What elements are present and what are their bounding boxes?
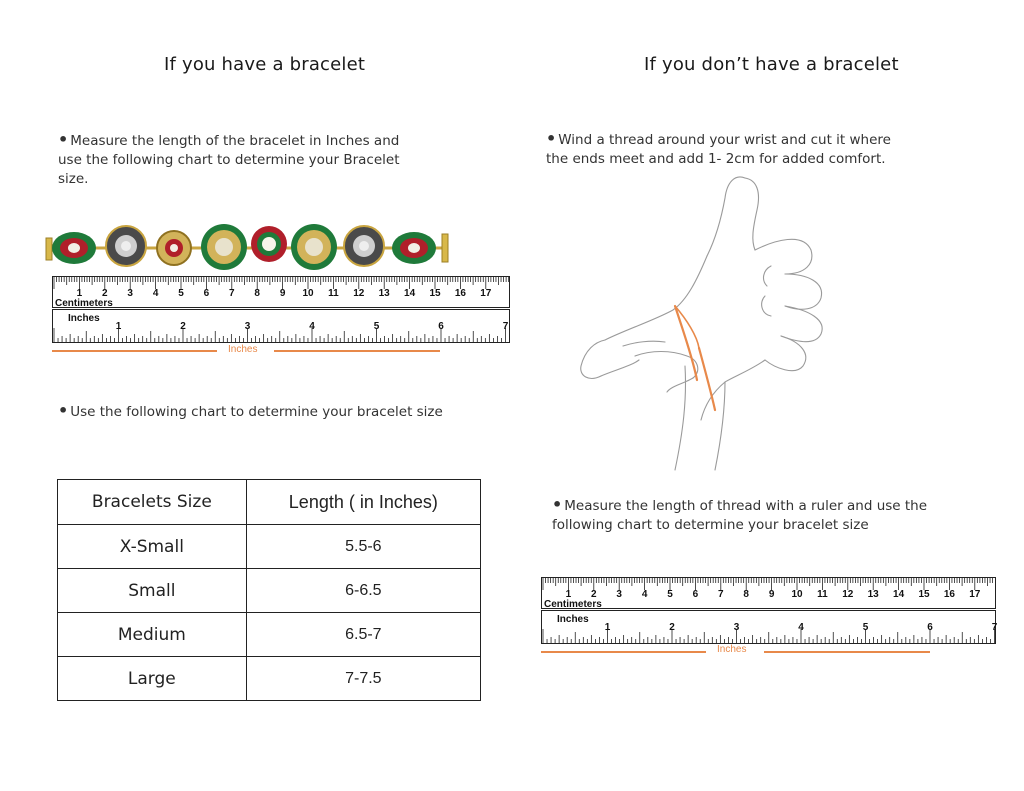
inch-number: 4 xyxy=(798,622,804,633)
cm-number: 13 xyxy=(378,288,390,299)
inch-number: 3 xyxy=(244,321,251,332)
cm-number: 17 xyxy=(969,589,981,600)
cm-number: 4 xyxy=(641,589,648,600)
cm-number: 2 xyxy=(591,589,597,600)
bullet-icon: • xyxy=(58,401,69,420)
left-caption-line-left xyxy=(52,350,217,352)
size-cell: X-Small xyxy=(58,525,247,569)
cm-number: 6 xyxy=(692,589,699,600)
cm-number: 5 xyxy=(667,589,673,600)
cm-label: Centimeters xyxy=(544,599,602,610)
right-ruler-svg xyxy=(541,577,996,645)
cm-number: 14 xyxy=(893,589,905,600)
cm-number: 9 xyxy=(279,288,286,299)
table-row xyxy=(58,525,481,569)
cm-number: 6 xyxy=(203,288,210,299)
right-instruction-ruler-text: Measure the length of thread with a ruler and use the following chart to determine your bracelet size xyxy=(552,498,928,533)
table-row xyxy=(58,613,481,657)
inch-number: 5 xyxy=(373,321,380,332)
length-cell: 6-6.5 xyxy=(246,569,480,613)
hand-sketch-image xyxy=(575,170,840,475)
inch-number: 1 xyxy=(604,622,611,633)
cm-number: 9 xyxy=(768,589,775,600)
size-cell: Medium xyxy=(58,613,247,657)
length-cell: 7-7.5 xyxy=(246,657,480,701)
cm-number: 14 xyxy=(404,288,416,299)
length-cell: 6.5-7 xyxy=(246,613,480,657)
inches-label: Inches xyxy=(557,614,589,625)
header-length: Length ( in Inches) xyxy=(246,480,480,525)
inch-number: 5 xyxy=(862,622,869,633)
cm-number: 3 xyxy=(616,589,622,600)
left-heading: If you have a bracelet xyxy=(164,54,366,75)
right-instruction-thread xyxy=(546,129,908,169)
cm-number: 11 xyxy=(817,589,828,600)
table-header-row xyxy=(58,480,481,525)
cm-number: 10 xyxy=(302,288,314,299)
inch-number: 1 xyxy=(115,321,122,332)
inch-number: 2 xyxy=(669,622,675,633)
cm-number: 7 xyxy=(718,589,724,600)
cm-number: 11 xyxy=(328,288,339,299)
cm-number: 8 xyxy=(254,288,260,299)
cm-number: 10 xyxy=(791,589,803,600)
cm-number: 16 xyxy=(454,288,466,299)
inch-number: 7 xyxy=(991,622,998,633)
bullet-icon: • xyxy=(546,129,557,148)
right-instruction-ruler xyxy=(552,495,942,535)
cm-number: 1 xyxy=(76,288,83,299)
cm-number: 3 xyxy=(127,288,133,299)
inch-number: 4 xyxy=(309,321,315,332)
bullet-icon: • xyxy=(58,130,69,149)
left-caption-line-right xyxy=(274,350,440,352)
left-instruction-chart-text: Use the following chart to determine your bracelet size xyxy=(70,404,443,420)
right-caption-line-left xyxy=(541,651,706,653)
left-instruction-measure xyxy=(58,130,418,189)
cm-number: 7 xyxy=(229,288,235,299)
cm-number: 5 xyxy=(178,288,184,299)
size-cell: Large xyxy=(58,657,247,701)
size-cell: Small xyxy=(58,569,247,613)
left-instruction-chart xyxy=(58,401,458,422)
right-caption-line-right xyxy=(764,651,930,653)
inch-number: 2 xyxy=(180,321,186,332)
cm-number: 13 xyxy=(867,589,879,600)
left-ruler-svg xyxy=(52,276,510,344)
length-cell: 5.5-6 xyxy=(246,525,480,569)
right-caption: Inches xyxy=(717,644,747,655)
inch-number: 6 xyxy=(438,321,444,332)
right-instruction-thread-text: Wind a thread around your wrist and cut it where the ends meet and add 1- 2cm for added comfort. xyxy=(546,132,891,167)
right-heading: If you don’t have a bracelet xyxy=(644,54,899,75)
table-row xyxy=(58,569,481,613)
inch-number: 7 xyxy=(502,321,509,332)
cm-number: 1 xyxy=(565,589,572,600)
bullet-icon: • xyxy=(552,495,563,514)
cm-number: 17 xyxy=(480,288,492,299)
inch-number: 3 xyxy=(733,622,740,633)
cm-number: 15 xyxy=(429,288,441,299)
cm-number: 16 xyxy=(943,589,955,600)
size-table xyxy=(57,479,481,701)
cm-number: 12 xyxy=(353,288,365,299)
cm-number: 8 xyxy=(743,589,749,600)
left-instruction-measure-text: Measure the length of the bracelet in Inches and use the following chart to determine your Bracelet size. xyxy=(58,133,400,187)
left-caption: Inches xyxy=(228,344,258,355)
inch-number: 6 xyxy=(927,622,933,633)
table-row xyxy=(58,657,481,701)
cm-number: 2 xyxy=(102,288,108,299)
right-ruler xyxy=(541,577,996,645)
cm-label: Centimeters xyxy=(55,298,113,309)
cm-number: 12 xyxy=(842,589,854,600)
left-ruler xyxy=(52,276,510,344)
inches-label: Inches xyxy=(68,313,100,324)
cm-number: 4 xyxy=(152,288,159,299)
cm-number: 15 xyxy=(918,589,930,600)
header-size: Bracelets Size xyxy=(58,480,247,525)
bracelet-image xyxy=(44,220,454,272)
